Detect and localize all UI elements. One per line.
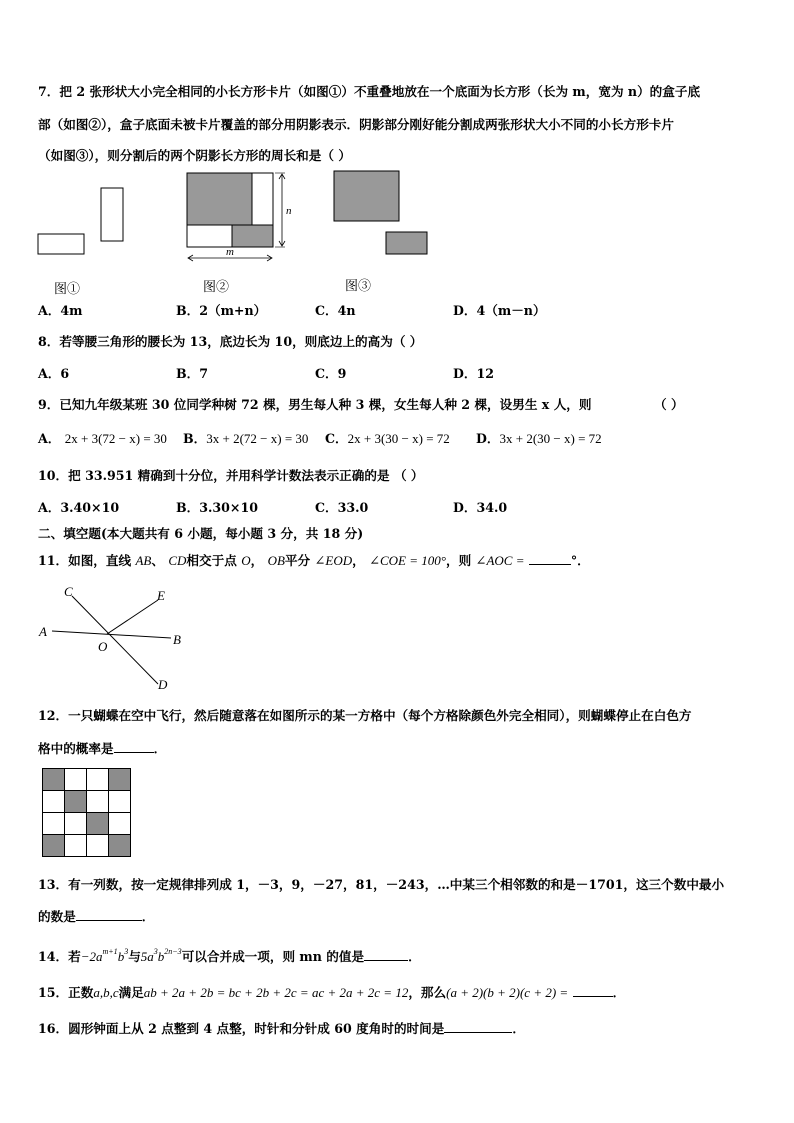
grid-cell-shaded (65, 791, 87, 813)
ray-oe (107, 600, 158, 634)
q7-option-d[interactable]: D．4（m－n） (453, 303, 546, 318)
grid-cell-white (65, 769, 87, 791)
grid-cell-shaded (43, 835, 65, 857)
q7-figure-1 (36, 186, 128, 256)
grid-cell-shaded (109, 769, 131, 791)
q7-option-b[interactable]: B．2（m+n） (176, 303, 267, 318)
q16-line1: 16．圆形钟面上从 2 点整到 4 点整，时针和分针成 60 度角时的时间是 ． (38, 1021, 525, 1036)
grid-cell-white (109, 791, 131, 813)
q9-option-c[interactable]: C．2x + 3(30 − x) = 72 (325, 431, 450, 446)
shade-large (334, 171, 399, 221)
label-n: n (286, 205, 292, 217)
grid-cell-white (87, 769, 109, 791)
q8-option-d[interactable]: D．12 (453, 366, 495, 381)
q16-answer-blank[interactable] (444, 1020, 512, 1033)
q14-answer-blank[interactable] (364, 948, 408, 961)
q11-answer-blank[interactable] (529, 552, 571, 565)
q10-option-c[interactable]: C．33.0 (315, 500, 369, 515)
q13-answer-blank[interactable] (76, 908, 142, 921)
q7-figure-2 (186, 172, 296, 267)
q13-line2: 的数是 ． (38, 909, 155, 924)
q7-option-a[interactable]: A．4m (38, 303, 83, 318)
shade-bottom-right (232, 225, 273, 247)
q11-figure (36, 584, 196, 694)
grid-cell-shaded (87, 813, 109, 835)
grid-cell-white (43, 813, 65, 835)
q9-option-b[interactable]: B．3x + 2(72 − x) = 30 (183, 431, 309, 446)
q10-option-d[interactable]: D．34.0 (453, 500, 508, 515)
q7-figure-3 (333, 170, 433, 260)
q8-line1: 8．若等腰三角形的腰长为 13，底边长为 10，则底边上的高为（ ） (38, 334, 423, 349)
grid-cell-white (87, 791, 109, 813)
q7-fig3-caption: 图③ (345, 279, 372, 294)
card-right (252, 173, 273, 225)
q14-line1: 14．若$-2a^{m+1}b^3$与$5a^3b^{2n-3}$可以合并成一项，则 mn 的值是 ． (38, 947, 421, 964)
grid-cell-white (43, 791, 65, 813)
grid-cell-shaded (109, 835, 131, 857)
grid-cell-white (87, 835, 109, 857)
q13-line1: 13．有一列数，按一定规律排列成 1，－3，9，－27，81，－243，…中某三个相邻数的和是－1701，这三个数中最小 (38, 877, 725, 892)
label-o: O (98, 639, 108, 654)
label-c: C (64, 584, 73, 599)
q7-line2: 部（如图②），盒子底面未被卡片覆盖的部分用阴影表示．阴影部分刚好能分割成两张形状大小不同的小长方形卡片 (38, 117, 674, 132)
grid-cell-white (65, 835, 87, 857)
label-a: A (39, 624, 47, 639)
q8-option-b[interactable]: B．7 (176, 366, 209, 381)
card-bottom (187, 225, 232, 247)
label-m: m (226, 246, 234, 258)
q7-line3: （如图③），则分割后的两个阴影长方形的周长和是（ ） (38, 148, 351, 163)
q15-line1: 15．正数a,b,c满足ab + 2a + 2b = bc + 2b + 2c = ac + 2a + 2c = 12，那么(a + 2)(b + 2)(c + 2) = ． (38, 985, 626, 1000)
q7-fig1-caption: 图① (54, 282, 81, 297)
q12-line2: 格中的概率是 ． (38, 741, 167, 756)
grid-cell-white (109, 813, 131, 835)
label-d: D (158, 677, 168, 692)
card-vertical (101, 188, 123, 241)
q9-paren: （ ） (654, 397, 684, 412)
q15-answer-blank[interactable] (573, 984, 613, 997)
q9-line1: 9．已知九年级某班 30 位同学种树 72 棵，男生每人种 3 棵，女生每人种 2 棵，设男生 x 人，则 (38, 397, 592, 412)
shade-top-left (187, 173, 252, 225)
card-horizontal (38, 234, 84, 254)
label-b: B (173, 632, 181, 647)
q10-option-a[interactable]: A．3.40×10 (38, 500, 120, 515)
q7-line1: 7．把 2 张形状大小完全相同的小长方形卡片（如图①）不重叠地放在一个底面为长方形（长为 m，宽为 n）的盒子底 (38, 84, 701, 99)
q7-option-c[interactable]: C．4n (315, 303, 356, 318)
q9-option-a[interactable]: A． 2x + 3(72 − x) = 30 (38, 431, 167, 446)
q8-option-a[interactable]: A．6 (38, 366, 70, 381)
q10-line1: 10．把 33.951 精确到十分位，并用科学计数法表示正确的是 （ ） (38, 468, 424, 483)
q12-grid (42, 768, 131, 857)
q12-line1: 12．一只蝴蝶在空中飞行，然后随意落在如图所示的某一方格中（每个方格除颜色外完全相同），则蝴蝶停止在白色方 (38, 708, 692, 723)
grid-cell-white (65, 813, 87, 835)
label-e: E (157, 588, 165, 603)
q11-line1: 11．如图，直线 AB、 CD相交于点 O， OB平分 ∠EOD， ∠COE = 100°，则 ∠AOC = °． (38, 553, 590, 568)
grid-cell-shaded (43, 769, 65, 791)
q8-option-c[interactable]: C．9 (315, 366, 347, 381)
q10-option-b[interactable]: B．3.30×10 (176, 500, 259, 515)
q12-answer-blank[interactable] (114, 740, 154, 753)
q9-option-d[interactable]: D．3x + 2(30 − x) = 72 (476, 431, 602, 446)
shade-small (386, 232, 427, 254)
section-2-heading: 二、填空题(本大题共有 6 小题，每小题 3 分，共 18 分) (38, 526, 364, 541)
q7-fig2-caption: 图② (203, 280, 230, 295)
